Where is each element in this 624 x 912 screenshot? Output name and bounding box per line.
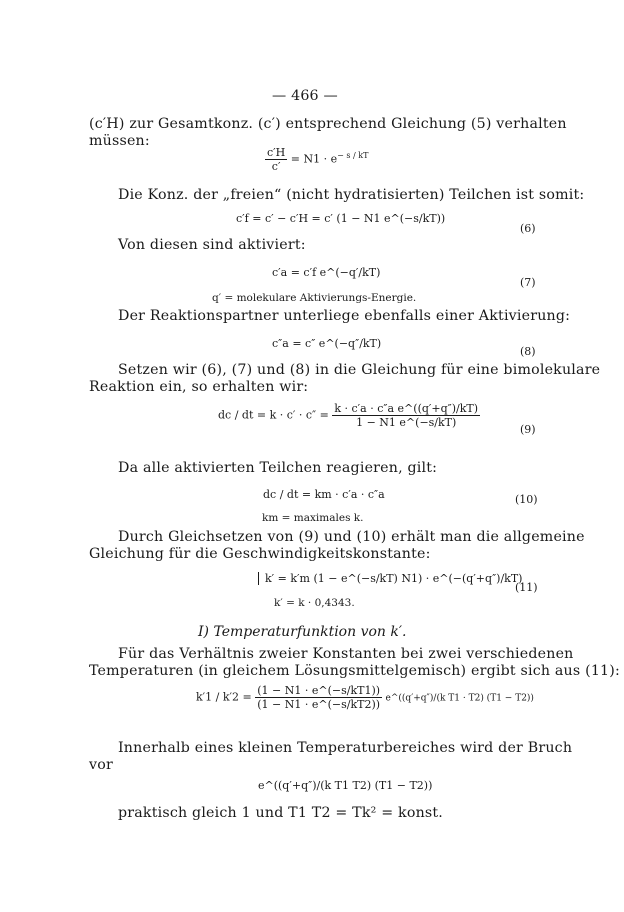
equation-7: c′a = c′f e^(−q′/kT) [272,266,381,279]
eq-numerator: (1 − N1 · e^(−s/kT1)) [257,684,381,697]
equation-8: c″a = c″ e^(−q″/kT) [272,337,382,350]
equation-13: e^((q′+q″)/(k T1 T2) (T1 − T2)) [258,779,433,792]
equation-11: k′ = k′m (1 − e^(−s/kT) N1) · e^(−(q′+q″)/kT) [258,572,522,585]
eq-denominator: (1 − N1 · e^(−s/kT2)) [257,698,381,711]
text-line: Durch Gleichsetzen von (9) und (10) erhält man die allgemeine [118,529,585,545]
eq-number: (7) [520,276,536,289]
eq-exponent: e^((q′+q″)/(k T1 · T2) (T1 − T2)) [385,693,534,704]
eq-numerator: k · c′a · c″a e^((q′+q″)/kT) [334,402,479,415]
eq-denominator: c′ [271,160,281,173]
text-line: Für das Verhältnis zweier Konstanten bei zwei verschiedenen [118,646,574,662]
text-line: praktisch gleich 1 und T1 T2 = Tk² = konst. [118,805,443,821]
eq-number: (6) [520,222,536,235]
eq-rhs: = N1 · e [290,152,338,166]
text-line: vor [89,757,113,773]
eq-exponent: − s / kT [337,150,369,160]
eq-lhs: dc / dt = k · c′ · c″ = [218,408,329,422]
text-line: Gleichung für die Geschwindigkeitskonstante: [89,546,431,562]
text-line: Da alle aktivierten Teilchen reagieren, gilt: [118,460,438,476]
text-line: Reaktion ein, so erhalten wir: [89,379,309,395]
eq-lhs: k′1 / k′2 = [196,690,252,704]
eq-number: (9) [520,423,536,436]
text-line: Setzen wir (6), (7) und (8) in die Gleichung für eine bimolekulare [118,362,601,378]
equation-6: c′f = c′ − c′H = c′ (1 − N1 e^(−s/kT)) [236,212,446,225]
equation-10: dc / dt = km · c′a · c″a [263,488,385,501]
equation-note: q′ = molekulare Aktivierungs-Energie. [212,292,417,304]
section-heading: I) Temperaturfunktion von k′. [198,624,407,640]
text-line: Von diesen sind aktiviert: [118,237,306,253]
eq-number: (11) [515,581,538,594]
eq-denominator: 1 − N1 e^(−s/kT) [356,416,457,429]
page-number: — 466 — [272,88,338,104]
equation-note: k′ = k · 0,4343. [274,597,355,609]
text-line: müssen: [89,133,150,149]
text-line: Die Konz. der „freien“ (nicht hydratisierten) Teilchen ist somit: [118,187,585,203]
eq-numerator: c′H [267,146,286,159]
equation-note: km = maximales k. [262,512,364,524]
eq-number: (10) [515,493,538,506]
text-line: Innerhalb eines kleinen Temperaturbereiches wird der Bruch [118,740,573,756]
text-line: (c′H) zur Gesamtkonz. (c′) entsprechend Gleichung (5) verhalten [89,116,567,132]
eq-number: (8) [520,345,536,358]
equation-12 [196,684,534,711]
equation-ratio [265,146,368,173]
text-line: Der Reaktionspartner unterliege ebenfalls einer Aktivierung: [118,308,571,324]
text-line: Temperaturen (in gleichem Lösungsmittelgemisch) ergibt sich aus (11): [89,663,620,679]
equation-9 [218,402,480,429]
